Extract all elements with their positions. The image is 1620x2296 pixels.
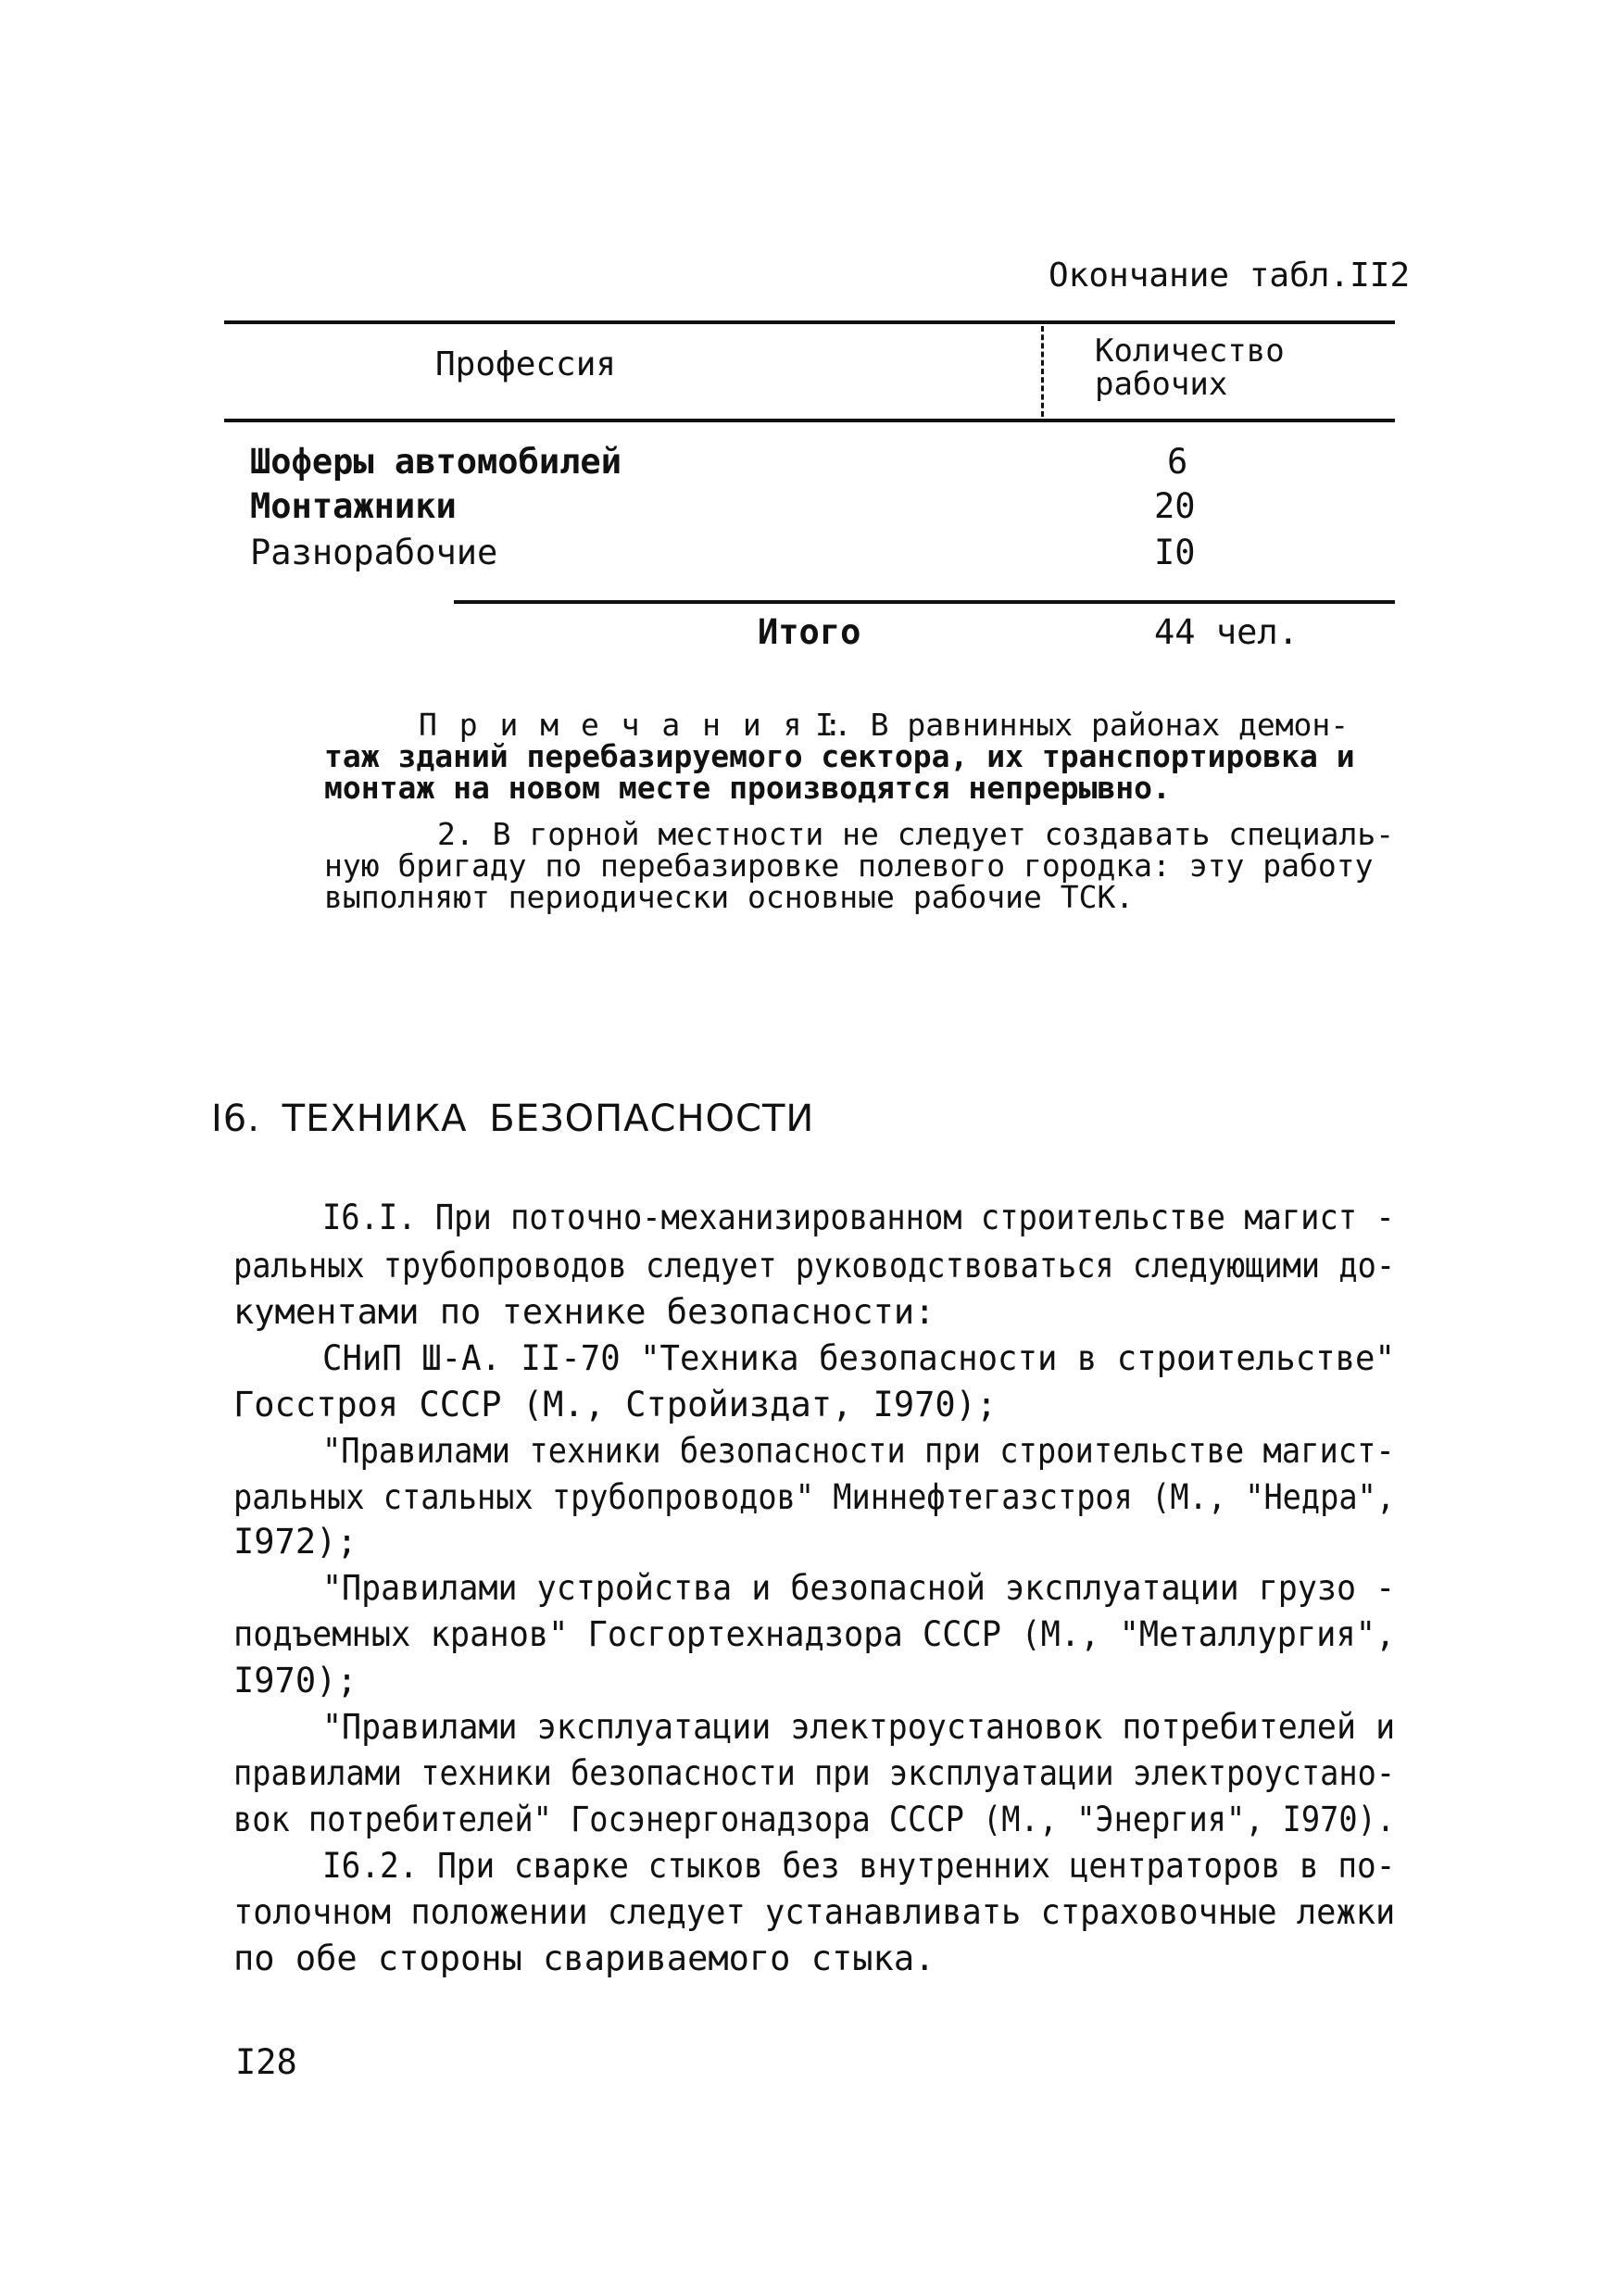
table-total-rule: [454, 600, 1395, 604]
table-column-divider: [1041, 326, 1044, 417]
body-line: правилами техники безопасности при эксплуатации электроустано-: [233, 1753, 1396, 1793]
body-line: вок потребителей" Госэнергонадзора СССР (М., "Энергия", I970).: [233, 1800, 1396, 1839]
body-line: I6.I. При поточно-механизированном строительстве магист -: [322, 1198, 1395, 1237]
row-count: 6: [1167, 442, 1188, 482]
body-line: ральных трубопроводов следует руководствоваться следующими до-: [233, 1246, 1396, 1286]
header-profession: Профессия: [435, 345, 617, 383]
total-label: Итого: [758, 612, 861, 652]
table-header-rule: [224, 419, 1395, 422]
body-line: по обе стороны свариваемого стыка.: [233, 1938, 936, 1978]
row-count: I0: [1154, 533, 1196, 572]
body-line: "Правилами эксплуатации электроустановок потребителей и: [322, 1707, 1396, 1747]
page-number: I28: [235, 2042, 297, 2082]
section-title: I6. ТЕХНИКА БЕЗОПАСНОСТИ: [211, 1098, 815, 1140]
row-profession: Шоферы автомобилей: [250, 442, 622, 482]
row-profession: Разнорабочие: [250, 533, 498, 572]
row-profession: Монтажники: [250, 486, 457, 526]
body-line: подъемных кранов" Госгортехнадзора СССР (М., "Металлургия",: [233, 1614, 1396, 1654]
body-line: толочном положении следует устанавливать страховочные лежки: [233, 1892, 1396, 1932]
body-line: "Правилами устройства и безопасной эксплуатации грузо -: [322, 1568, 1396, 1608]
note-1-line-3: монтаж на новом месте производятся непрерывно.: [324, 770, 1171, 806]
note-1-line-2: таж зданий перебазируемого сектора, их транспортировка и: [324, 738, 1355, 774]
table-caption: Окончание табл.II2: [1049, 257, 1411, 295]
note-2-line-1: 2. В горной местности не следует создавать специаль-: [437, 816, 1395, 852]
body-line: ральных стальных трубопроводов" Миннефтегазстроя (М., "Недра",: [233, 1477, 1396, 1517]
row-count: 20: [1154, 486, 1196, 526]
body-line: I6.2. При сварке стыков без внутренних центраторов в по-: [322, 1846, 1396, 1886]
body-line: I972);: [233, 1522, 358, 1562]
total-value: 44 чел.: [1154, 612, 1299, 652]
note-2-line-3: выполняют периодически основные рабочие ТСК.: [324, 879, 1135, 915]
body-line: кументами по технике безопасности:: [233, 1292, 936, 1332]
body-line: "Правилами техники безопасности при строительстве магист-: [322, 1431, 1395, 1471]
body-line: I970);: [233, 1661, 358, 1700]
notes-label: П р и м е ч а н и я :: [419, 707, 845, 743]
body-line: Госстроя СССР (М., Стройиздат, I970);: [233, 1385, 998, 1424]
note-1-line-1: I. В равнинных районах демон-: [815, 707, 1350, 743]
body-line: СНиП Ш-А. II-70 "Техника безопасности в строительстве": [322, 1338, 1395, 1378]
note-2-line-2: ную бригаду по перебазировке полевого городка: эту работу: [324, 847, 1374, 884]
header-count-line1: Количество: [1095, 332, 1285, 370]
table-top-rule: [224, 320, 1395, 324]
header-count-line2: рабочих: [1095, 366, 1228, 403]
